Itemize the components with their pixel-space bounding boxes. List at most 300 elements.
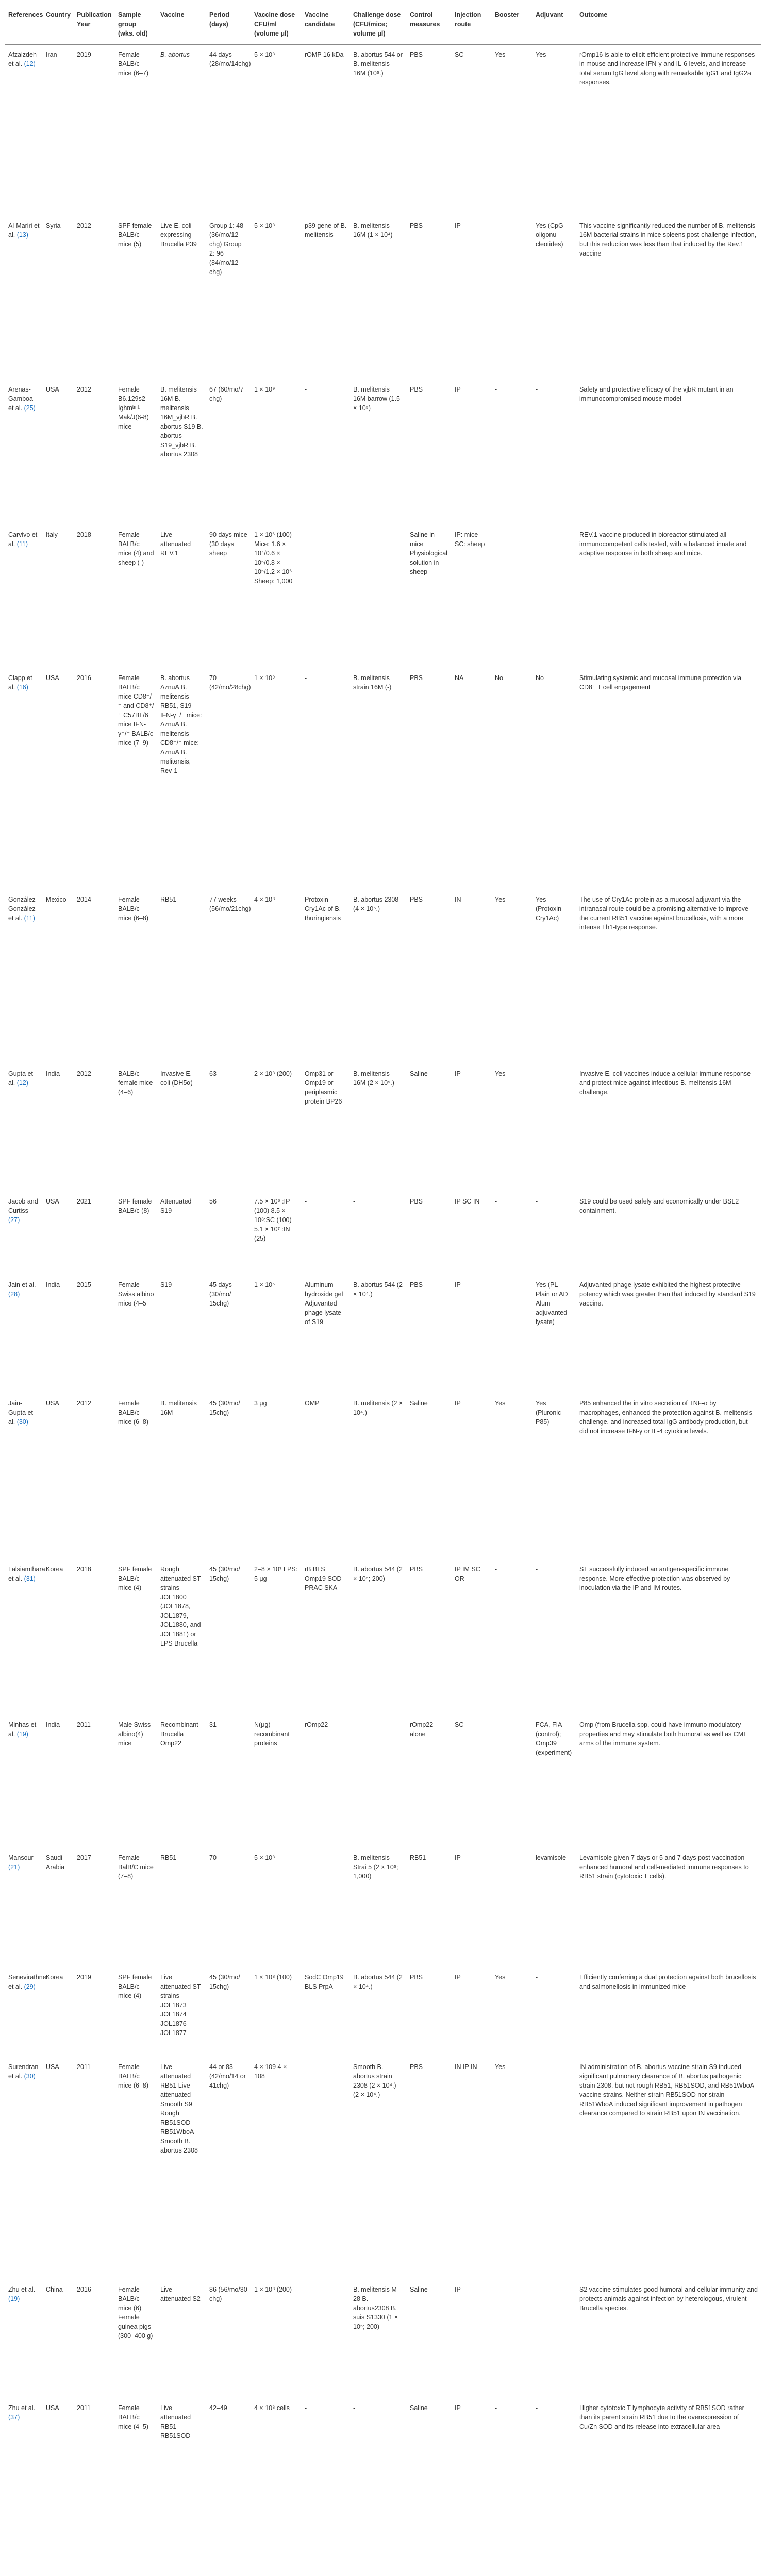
cell-injection-route: IP — [455, 1070, 461, 1077]
cell-challenge-dose: B. melitensis 16M (1 × 10⁴) — [353, 222, 393, 239]
cell-vaccine-candidate: - — [305, 1197, 307, 1205]
cell-sample-group: Male Swiss albino(4) mice — [118, 1721, 151, 1747]
cell-period: 44 days (28/mo/14chg) — [209, 51, 251, 67]
cell-year: 2012 — [77, 385, 91, 393]
cell-vaccine: Invasive E. coli (DH5α) — [160, 1070, 193, 1087]
cell-adjuvant: Yes (Protoxin Cry1Ac) — [536, 895, 562, 922]
reference-link[interactable]: (30) — [16, 1418, 28, 1426]
reference-link[interactable]: (21) — [8, 1863, 20, 1871]
cell-vaccine: Live attenuated RB51 RB51SOD — [160, 2404, 191, 2439]
cell-vaccine: S19 — [160, 1281, 172, 1289]
cell-adjuvant: - — [536, 531, 538, 538]
cell-reference — [5, 1394, 43, 1560]
cell-control-measures: Saline — [410, 2404, 428, 2412]
cell-vaccine-candidate: rOMP 16 kDa — [305, 51, 344, 58]
cell-outcome: Levamisole given 7 days or 5 and 7 days post-vaccination enhanced humoral and cell-mediated immune responses to RB51 strain (cytotoxic T cells). — [579, 1854, 749, 1880]
cell-injection-route: IP — [455, 1854, 461, 1861]
cell-period: 45 (30/mo/ 15chg) — [209, 1399, 240, 1416]
cell-injection-route: NA — [455, 674, 464, 682]
header-booster: Booster — [492, 3, 532, 45]
cell-reference — [5, 1192, 43, 1275]
cell-booster: - — [495, 1854, 497, 1861]
cell-country: Italy — [46, 531, 58, 538]
cell-year: 2018 — [77, 1565, 91, 1573]
cell-control-measures: Saline — [410, 1070, 428, 1077]
cell-challenge-dose: B. abortus 544 (2 × 10⁴.) — [353, 1973, 403, 1990]
cell-reference — [5, 1848, 43, 1968]
cell-vaccine-candidate: OMP — [305, 1399, 320, 1407]
reference-author: Clapp et al. — [8, 674, 32, 691]
cell-injection-route: SC — [455, 1721, 464, 1728]
cell-outcome: Higher cytotoxic T lymphocyte activity of RB51SOD rather than its parent strain RB51 due to the overexpression of Cu/Zn SOD and its release into extracellular area — [579, 2404, 744, 2430]
vaccine-studies-table — [5, 3, 761, 2515]
cell-country: India — [46, 1070, 60, 1077]
table-row — [5, 1192, 761, 1275]
cell-period: 44 or 83 (42/mo/14 or 41chg) — [209, 2063, 246, 2089]
cell-vaccine: Live attenuated ST strains JOL1873 JOL1874 JOL1876 JOL1877 — [160, 1973, 201, 2037]
cell-vaccine-candidate: Protoxin Cry1Ac of B. thuringiensis — [305, 895, 341, 922]
cell-year: 2016 — [77, 2285, 91, 2293]
cell-sample-group: SPF female BALB/c mice (5) — [118, 222, 152, 248]
cell-sample-group: Female BALB/c mice CD8⁻/⁻ and CD8⁺/⁺ C57BL/6 mice IFN-γ⁻/⁻ BALB/c mice (7–9) — [118, 674, 154, 747]
cell-injection-route: IP — [455, 1399, 461, 1407]
header-vaccine-candidate: Vaccine candidate — [302, 3, 350, 45]
table-row — [5, 1394, 761, 1560]
cell-booster: Yes — [495, 895, 506, 903]
cell-period: 70 (42/mo/28chg) — [209, 674, 251, 691]
table-row — [5, 1968, 761, 2057]
cell-vaccine-dose: 4 × 10⁸ cells — [254, 2404, 290, 2412]
cell-outcome: Adjuvanted phage lysate exhibited the highest protective potency which was greater than that induced by standard S19 vaccine. — [579, 1281, 756, 1307]
cell-booster: - — [495, 1565, 497, 1573]
reference-author: Surendran et al. — [8, 2063, 39, 2080]
cell-challenge-dose: - — [353, 1197, 356, 1205]
cell-sample-group: Female BALB/c mice (4) and sheep (-) — [118, 531, 154, 566]
header-vaccine-dose: Vaccine dose CFU/ml (volume μl) — [251, 3, 302, 45]
cell-injection-route: IP — [455, 222, 461, 229]
cell-vaccine-dose: 1 × 10⁸ (200) — [254, 2285, 292, 2293]
cell-year: 2011 — [77, 2404, 91, 2412]
cell-period: 77 weeks (56/mo/21chg) — [209, 895, 251, 912]
cell-injection-route: IP — [455, 1281, 461, 1289]
cell-year: 2014 — [77, 895, 91, 903]
reference-author: Minhas et al. — [8, 1721, 37, 1738]
cell-period: 90 days mice (30 days sheep — [209, 531, 247, 557]
header-outcome: Outcome — [576, 3, 761, 45]
cell-challenge-dose: B. melitensis 16M barrow (1.5 × 10⁵) — [353, 385, 401, 412]
table-row — [5, 525, 761, 668]
cell-outcome: This vaccine significantly reduced the number of B. melitensis 16M bacterial strains in mice spleens post-challenge infection, but this reduction was less than that induced by the Rev.1 vaccine — [579, 222, 757, 257]
cell-country: India — [46, 1281, 60, 1289]
cell-booster: Yes — [495, 51, 506, 58]
cell-booster: - — [495, 2404, 497, 2412]
cell-reference — [5, 2398, 43, 2515]
cell-challenge-dose: B. melitensis M 28 B. abortus2308 B. suis S1330 (1 × 10⁵; 200) — [353, 2285, 398, 2330]
cell-adjuvant: - — [536, 1197, 538, 1205]
cell-adjuvant: - — [536, 2285, 538, 2293]
cell-sample-group: Female BALB/c mice (6–8) — [118, 1399, 149, 1426]
cell-reference — [5, 890, 43, 1064]
cell-vaccine: Recombinant Brucella Omp22 — [160, 1721, 198, 1747]
cell-country: China — [46, 2285, 63, 2293]
cell-challenge-dose: - — [353, 1721, 356, 1728]
cell-outcome: Safety and protective efficacy of the vjbR mutant in an immunocompromised mouse model — [579, 385, 734, 402]
reference-link[interactable]: (30) — [24, 2072, 36, 2080]
cell-vaccine: RB51 — [160, 1854, 177, 1861]
cell-vaccine-dose: 1 × 10⁶ (100) Mice: 1.6 × 10⁴/0.6 × 10⁵/0.8 × 10⁵/1.2 × 10⁶ Sheep: 1,000 — [254, 531, 293, 585]
cell-reference — [5, 1968, 46, 2057]
cell-year: 2015 — [77, 1281, 91, 1289]
cell-vaccine-dose: 1 × 10⁵ — [254, 1281, 275, 1289]
cell-country: Mexico — [46, 895, 66, 903]
cell-booster: - — [495, 1197, 497, 1205]
cell-control-measures: PBS — [410, 2063, 423, 2071]
cell-vaccine-candidate: - — [305, 2063, 307, 2071]
cell-adjuvant: levamisole — [536, 1854, 567, 1861]
cell-challenge-dose: B. melitensis (2 × 10⁴.) — [353, 1399, 403, 1416]
reference-link[interactable]: (25) — [24, 404, 36, 412]
cell-period: 56 — [209, 1197, 217, 1205]
cell-injection-route: IP SC IN — [455, 1197, 480, 1205]
reference-author: Afzalzdeh et al. — [8, 51, 37, 67]
cell-vaccine-candidate: - — [305, 1854, 307, 1861]
reference-link[interactable]: (27) — [8, 1216, 20, 1224]
cell-sample-group: Female BALB/c mice (6–7) — [118, 51, 149, 77]
header-vaccine: Vaccine — [157, 3, 206, 45]
cell-sample-group: Female BALB/c mice (4–5) — [118, 2404, 149, 2430]
cell-reference — [5, 2057, 43, 2280]
cell-challenge-dose: B. melitensis strain 16M (-) — [353, 674, 392, 691]
cell-vaccine-dose: 1 × 10⁸ (100) — [254, 1973, 292, 1981]
cell-vaccine: B. abortus — [160, 51, 190, 58]
reference-author: Zhu et al. — [8, 2285, 36, 2293]
cell-vaccine-candidate: Omp31 or Omp19 or periplasmic protein BP26 — [305, 1070, 342, 1105]
table-row — [5, 380, 761, 525]
cell-reference — [5, 668, 43, 890]
cell-control-measures: PBS — [410, 674, 423, 682]
cell-sample-group: BALB/c female mice (4–6) — [118, 1070, 153, 1096]
cell-booster: - — [495, 1281, 497, 1289]
cell-booster: - — [495, 2285, 497, 2293]
table-row — [5, 1715, 761, 1848]
cell-reference — [5, 525, 43, 668]
reference-author: González-González et al. — [8, 895, 38, 922]
cell-reference — [5, 380, 43, 525]
cell-outcome: Omp (from Brucella spp. could have immuno-modulatory properties and may stimulate both humoral as well as CMI arms of the immune system. — [579, 1721, 745, 1747]
cell-year: 2012 — [77, 222, 91, 229]
table-row — [5, 2398, 761, 2515]
cell-reference — [5, 1064, 43, 1192]
cell-injection-route: IP — [455, 2285, 461, 2293]
cell-year: 2019 — [77, 51, 91, 58]
cell-reference — [5, 1715, 43, 1848]
cell-booster: - — [495, 1721, 497, 1728]
cell-year: 2018 — [77, 531, 91, 538]
cell-injection-route: IP — [455, 2404, 461, 2412]
cell-vaccine-dose: 5 × 10⁸ — [254, 1854, 275, 1861]
table-row — [5, 890, 761, 1064]
table-row — [5, 1275, 761, 1394]
cell-vaccine-candidate: - — [305, 531, 307, 538]
reference-link[interactable]: (11) — [24, 914, 35, 922]
cell-adjuvant: Yes — [536, 51, 546, 58]
cell-adjuvant: - — [536, 2404, 538, 2412]
cell-booster: Yes — [495, 1070, 506, 1077]
cell-sample-group: Female Swiss albino mice (4–5 — [118, 1281, 154, 1307]
cell-challenge-dose: - — [353, 531, 356, 538]
cell-country: USA — [46, 674, 59, 682]
reference-link[interactable]: (16) — [16, 683, 28, 691]
cell-outcome: REV.1 vaccine produced in bioreactor stimulated all immunocompetent cells tested, with a balanced innate and adaptive response in both sheep and mice. — [579, 531, 747, 557]
cell-control-measures: rOmp22 alone — [410, 1721, 434, 1738]
cell-sample-group: Female B6.129s2-Ighmᵗᵐ¹ Mak/J(6-8) mice — [118, 385, 149, 430]
cell-vaccine-dose: 2–8 × 10⁷ LPS: 5 μg — [254, 1565, 298, 1582]
cell-vaccine-dose: N(μg) recombinant proteins — [254, 1721, 290, 1747]
cell-injection-route: IP — [455, 1973, 461, 1981]
cell-outcome: ST successfully induced an antigen-specific immune response. More effective protection was observed by inoculation via the IP and IM routes. — [579, 1565, 730, 1591]
cell-injection-route: IP — [455, 385, 461, 393]
reference-link[interactable]: (13) — [16, 231, 28, 239]
cell-period: 45 days (30/mo/ 15chg) — [209, 1281, 232, 1307]
reference-author: Jain-Gupta et al. — [8, 1399, 33, 1426]
cell-vaccine-candidate: rOmp22 — [305, 1721, 328, 1728]
cell-country: Iran — [46, 51, 57, 58]
reference-author: Carvivo et al. — [8, 531, 38, 548]
cell-challenge-dose: B. melitensis 16M (2 × 10⁵.) — [353, 1070, 394, 1087]
cell-country: Korea — [46, 1565, 63, 1573]
table-row — [5, 45, 761, 216]
cell-vaccine-candidate: - — [305, 2404, 307, 2412]
cell-control-measures: PBS — [410, 51, 423, 58]
cell-control-measures: PBS — [410, 1197, 423, 1205]
cell-year: 2021 — [77, 1197, 91, 1205]
cell-vaccine-dose: 4 × 109 4 × 108 — [254, 2063, 287, 2080]
reference-link[interactable]: (31) — [24, 1574, 36, 1582]
cell-vaccine: Live attenuated REV.1 — [160, 531, 191, 557]
reference-link[interactable]: (37) — [8, 2413, 20, 2421]
cell-sample-group: Female BALB/c mice (6–8) — [118, 2063, 149, 2089]
cell-vaccine-dose: 1 × 10⁹ — [254, 674, 275, 682]
cell-vaccine-candidate: rB BLS Omp19 SOD PRAC SKA — [305, 1565, 342, 1591]
cell-vaccine: Attenuated S19 — [160, 1197, 192, 1214]
cell-period: 86 (56/mo/30 chg) — [209, 2285, 247, 2302]
reference-author: Arenas-Gamboa et al. — [8, 385, 33, 412]
reference-link[interactable]: (11) — [16, 540, 28, 548]
cell-adjuvant: FCA, FIA (control); Omp39 (experiment) — [536, 1721, 572, 1756]
cell-year: 2017 — [77, 1854, 91, 1861]
cell-vaccine-dose: 2 × 10⁸ (200) — [254, 1070, 292, 1077]
cell-outcome: The use of Cry1Ac protein as a mucosal adjuvant via the intranasal route could be a promising alternative to improve the current RB51 vaccine against brucellosis, with a more intense Th1-type response. — [579, 895, 748, 931]
cell-control-measures: PBS — [410, 1565, 423, 1573]
cell-control-measures: PBS — [410, 385, 423, 393]
cell-vaccine-candidate: - — [305, 2285, 307, 2293]
header-sample-group: Sample group (wks. old) — [115, 3, 157, 45]
cell-adjuvant: Yes (PL Plain or AD Alum adjuvanted lysate) — [536, 1281, 568, 1326]
cell-period: 70 — [209, 1854, 217, 1861]
cell-injection-route: IN — [455, 895, 461, 903]
cell-challenge-dose: B. melitensis Strai 5 (2 × 10⁵; 1,000) — [353, 1854, 398, 1880]
cell-control-measures: PBS — [410, 1281, 423, 1289]
cell-sample-group: SPF female BALB/c mice (4) — [118, 1973, 152, 1999]
cell-adjuvant: No — [536, 674, 544, 682]
table-row — [5, 2280, 761, 2398]
header-challenge-dose: Challenge dose (CFU/mice; volume μl) — [350, 3, 407, 45]
cell-outcome: Efficiently conferring a dual protection against both brucellosis and salmonellosis in immunized mice — [579, 1973, 756, 1990]
reference-link[interactable]: (19) — [16, 1730, 28, 1738]
cell-vaccine-candidate: SodC Omp19 BLS PrpA — [305, 1973, 344, 1990]
cell-booster: No — [495, 674, 503, 682]
cell-injection-route: IN IP IN — [455, 2063, 477, 2071]
cell-outcome: S2 vaccine stimulates good humoral and cellular immunity and protects animals against infection by heterologous, virulent Brucella species. — [579, 2285, 758, 2312]
table-row — [5, 216, 761, 380]
cell-control-measures: Saline in mice Physiological solution in sheep — [410, 531, 447, 575]
cell-control-measures: PBS — [410, 895, 423, 903]
cell-year: 2019 — [77, 1973, 91, 1981]
cell-sample-group: SPF female BALB/c (8) — [118, 1197, 152, 1214]
cell-vaccine-dose: 4 × 10⁸ — [254, 895, 275, 903]
cell-outcome: IN administration of B. abortus vaccine strain S9 induced significant pulmonary clearance of B. abortus pathogenic strain 2308, but not rough RB51, RB51SOD, and RB51WboA vaccine strains. Neither strain RB51SOD nor strain RB51WboA induced significant improvement in pathogen clearance compared to strain RB51 upon IN vaccination. — [579, 2063, 754, 2117]
cell-vaccine-dose: 5 × 10⁸ — [254, 222, 275, 229]
cell-period: Group 1: 48 (36/mo/12 chg) Group 2: 96 (84/mo/12 chg) — [209, 222, 244, 276]
cell-outcome: P85 enhanced the in vitro secretion of TNF-α by macrophages, enhanced the protection against B. melitensis challenge, and increased total IgG antibody production, but did not increase IFN-γ or IL-4 cytokine levels. — [579, 1399, 752, 1435]
table-row — [5, 668, 761, 890]
cell-control-measures: Saline — [410, 2285, 428, 2293]
cell-year: 2012 — [77, 1070, 91, 1077]
reference-author: Jacob and Curtiss — [8, 1197, 38, 1214]
header-publication-year: Publication Year — [74, 3, 115, 45]
reference-link[interactable]: (29) — [24, 1982, 36, 1990]
cell-country: Korea — [46, 1973, 63, 1981]
cell-period: 42–49 — [209, 2404, 227, 2412]
cell-vaccine-dose: 5 × 10⁸ — [254, 51, 275, 58]
cell-country: India — [46, 1721, 60, 1728]
cell-outcome: rOmp16 is able to elicit efficient protective immune responses in mouse and increase IFN-γ and IL-6 levels, and increase total serum IgG level along with remarkable IgG1 and IgG2a responses. — [579, 51, 755, 86]
cell-booster: Yes — [495, 1973, 506, 1981]
cell-adjuvant: - — [536, 1070, 538, 1077]
cell-injection-route: IP IM SC OR — [455, 1565, 480, 1582]
cell-year: 2011 — [77, 1721, 91, 1728]
cell-vaccine-dose: 1 × 10⁹ — [254, 385, 275, 393]
cell-adjuvant: - — [536, 1565, 538, 1573]
cell-vaccine-candidate: p39 gene of B. melitensis — [305, 222, 347, 239]
cell-vaccine-dose: 7.5 × 10⁶ :IP (100) 8.5 × 10⁸:SC (100) 5.1 × 10⁷ :IN (25) — [254, 1197, 292, 1242]
cell-booster: - — [495, 385, 497, 393]
reference-author: Jain et al. — [8, 1281, 36, 1289]
cell-sample-group: Female BalB/C mice (7–8) — [118, 1854, 154, 1880]
cell-vaccine: B. melitensis 16M — [160, 1399, 197, 1416]
cell-period: 63 — [209, 1070, 217, 1077]
reference-author: Al-Mariri et al. — [8, 222, 40, 239]
cell-outcome: Stimulating systemic and mucosal immune protection via CD8⁺ T cell engagement — [579, 674, 742, 691]
cell-challenge-dose: B. abortus 544 (2 × 10⁴.) — [353, 1281, 403, 1298]
cell-year: 2016 — [77, 674, 91, 682]
cell-adjuvant: - — [536, 1973, 538, 1981]
cell-challenge-dose: B. abortus 544 or B. melitensis 16M (10⁵.) — [353, 51, 403, 77]
cell-adjuvant: Yes (Pluronic P85) — [536, 1399, 561, 1426]
cell-challenge-dose: - — [353, 2404, 356, 2412]
cell-booster: Yes — [495, 1399, 506, 1407]
cell-control-measures: PBS — [410, 222, 423, 229]
cell-vaccine-dose: 3 μg — [254, 1399, 267, 1407]
header-period: Period (days) — [206, 3, 251, 45]
cell-sample-group: Female BALB/c mice (6–8) — [118, 895, 149, 922]
cell-reference — [5, 45, 43, 216]
cell-period: 67 (60/mo/7 chg) — [209, 385, 244, 402]
reference-author: Senevirathne et al. — [8, 1973, 46, 1990]
header-references: References — [5, 3, 43, 45]
cell-outcome: Invasive E. coli vaccines induce a cellular immune response and protect mice against infectious B. melitensis 16M challenge. — [579, 1070, 751, 1096]
cell-challenge-dose: B. abortus 544 (2 × 10⁵; 200) — [353, 1565, 403, 1582]
cell-challenge-dose: B. abortus 2308 (4 × 10⁵.) — [353, 895, 399, 912]
cell-vaccine: Rough attenuated ST strains JOL1800 (JOL1878, JOL1879, JOL1880, and JOL1881) or LPS Brucella — [160, 1565, 201, 1647]
cell-country: USA — [46, 2404, 59, 2412]
cell-booster: - — [495, 531, 497, 538]
cell-vaccine: RB51 — [160, 895, 177, 903]
reference-link[interactable]: (19) — [8, 2295, 20, 2302]
table-header — [5, 3, 761, 45]
reference-link[interactable]: (12) — [16, 1079, 28, 1087]
cell-vaccine-candidate: - — [305, 674, 307, 682]
header-adjuvant: Adjuvant — [532, 3, 576, 45]
cell-country: USA — [46, 385, 59, 393]
reference-link[interactable]: (28) — [8, 1290, 20, 1298]
cell-reference — [5, 1560, 43, 1715]
cell-sample-group: SPF female BALB/c mice (4) — [118, 1565, 152, 1591]
cell-adjuvant: - — [536, 2063, 538, 2071]
cell-vaccine: Live attenuated RB51 Live attenuated Smooth S9 Rough RB51SOD RB51WboA Smooth B. abortus 2308 — [160, 2063, 198, 2154]
reference-author: Zhu et al. — [8, 2404, 36, 2412]
cell-vaccine: Live attenuated S2 — [160, 2285, 201, 2302]
cell-country: USA — [46, 1399, 59, 1407]
cell-injection-route: SC — [455, 51, 464, 58]
cell-reference — [5, 2280, 43, 2398]
cell-control-measures: Saline — [410, 1399, 428, 1407]
cell-vaccine: B. melitensis 16M B. melitensis 16M_vjbR B. abortus S19 B. abortus S19_vjbR B. abortus 2308 — [160, 385, 203, 458]
reference-author: Lalsiamthara et al. — [8, 1565, 45, 1582]
cell-sample-group: Female BALB/c mice (6) Female guinea pigs (300–400 g) — [118, 2285, 153, 2340]
cell-year: 2011 — [77, 2063, 91, 2071]
cell-period: 31 — [209, 1721, 217, 1728]
header-control-measures: Control measures — [407, 3, 452, 45]
cell-vaccine: Live E. coli expressing Brucella P39 — [160, 222, 197, 248]
table-body — [5, 45, 761, 2515]
cell-country: Saudi Arabia — [46, 1854, 65, 1871]
reference-link[interactable]: (12) — [24, 60, 36, 67]
header-injection-route: Injection route — [452, 3, 492, 45]
cell-vaccine: B. abortus ΔznuA B. melitensis RB51, S19 IFN-γ⁻/⁻ mice: ΔznuA B. melitensis CD8⁻/⁻ mice: ΔznuA B. melitensis, Rev-1 — [160, 674, 202, 774]
table-row — [5, 1560, 761, 1715]
cell-challenge-dose: Smooth B. abortus strain 2308 (2 × 10⁴.) (2 × 10⁴.) — [353, 2063, 396, 2098]
cell-reference — [5, 216, 43, 380]
table-row — [5, 1064, 761, 1192]
cell-booster: - — [495, 222, 497, 229]
cell-control-measures: PBS — [410, 1973, 423, 1981]
table-row — [5, 1848, 761, 1968]
cell-booster: Yes — [495, 2063, 506, 2071]
cell-control-measures: RB51 — [410, 1854, 426, 1861]
cell-country: USA — [46, 2063, 59, 2071]
cell-vaccine-candidate: - — [305, 385, 307, 393]
reference-author: Mansour — [8, 1854, 34, 1861]
cell-country: Syria — [46, 222, 61, 229]
cell-adjuvant: Yes (CpG oligonu cleotides) — [536, 222, 563, 248]
cell-injection-route: IP: mice SC: sheep — [455, 531, 485, 548]
cell-period: 45 (30/mo/ 15chg) — [209, 1973, 240, 1990]
reference-author: Gupta et al. — [8, 1070, 33, 1087]
cell-adjuvant: - — [536, 385, 538, 393]
cell-year: 2012 — [77, 1399, 91, 1407]
cell-period: 45 (30/mo/ 15chg) — [209, 1565, 240, 1582]
